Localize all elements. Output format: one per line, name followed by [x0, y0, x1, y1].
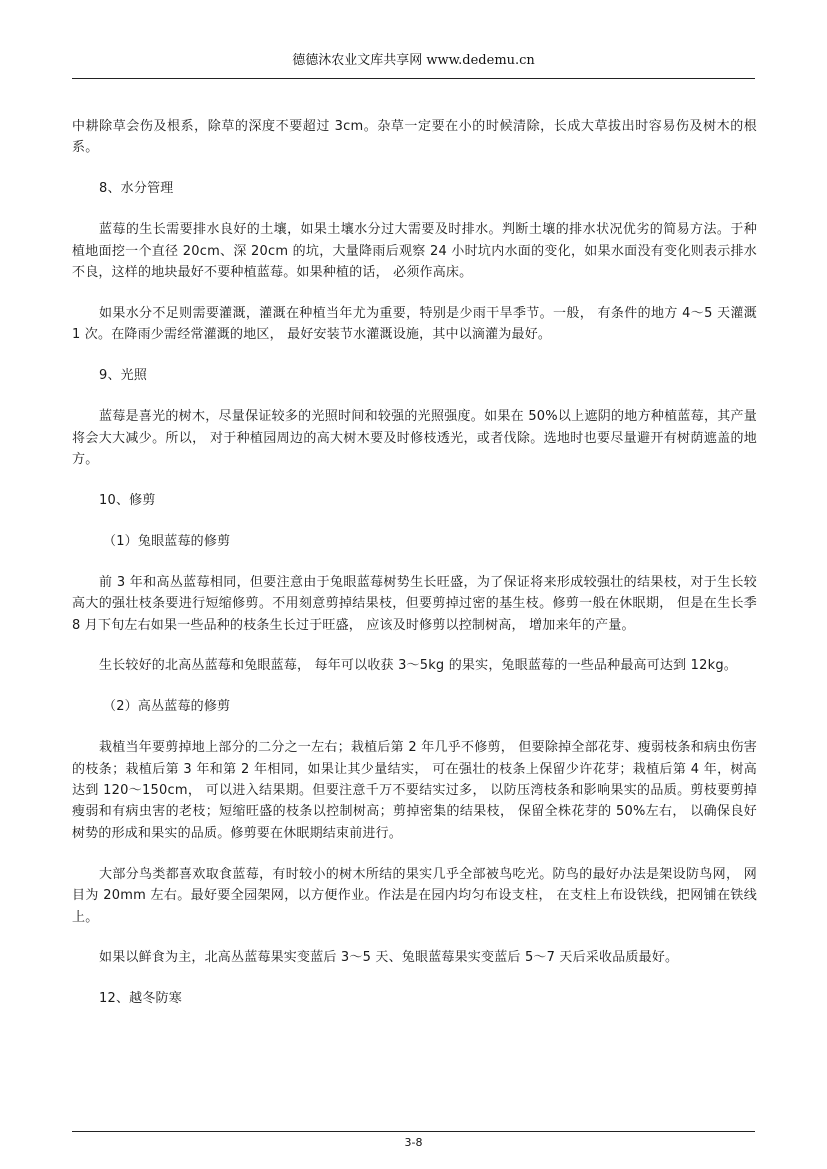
- paragraph-irrigation: 如果水分不足则需要灌溉，灌溉在种植当年尤为重要，特别是少雨干旱季节。一般， 有条件的地方 4～5 天灌溉 1 次。在降雨少需经常灌溉的地区， 最好安装节水灌溉设施，其中以滴灌为最好。: [72, 305, 757, 343]
- paragraph-yield: 生长较好的北高丛蓝莓和兔眼蓝莓， 每年可以收获 3～5kg 的果实，兔眼蓝莓的一些品种最高可达到 12kg。: [99, 658, 737, 674]
- page-number: 3-8: [404, 1136, 423, 1149]
- section-heading-winter-protection: 12、越冬防寒: [99, 991, 182, 1007]
- paragraph-harvest: 如果以鲜食为主，北高丛蓝莓果实变蓝后 3～5 天、兔眼蓝莓果实变蓝后 5～7 天后采收品质最好。: [99, 950, 679, 966]
- section-heading-pruning: 10、修剪: [99, 492, 156, 508]
- document-body: [72, 116, 757, 1029]
- section-heading-water-management: 8、水分管理: [99, 181, 174, 197]
- subheading-rabbiteye-pruning: （1）兔眼蓝莓的修剪: [103, 533, 231, 549]
- paragraph-light: 蓝莓是喜光的树木，尽量保证较多的光照时间和较强的光照强度。如果在 50%以上遮阴的地方种植蓝莓，其产量将会大大减少。所以， 对于种植园周边的高大树木要及时修枝透光，或者伐除。选地时也要尽量避开有树荫遮盖的地方。: [72, 409, 757, 467]
- paragraph-bird-protection: 大部分鸟类都喜欢取食蓝莓，有时较小的树木所结的果实几乎全部被鸟吃光。防鸟的最好办法是架设防鸟网， 网目为 20mm 左右。最好要全园架网，以方便作业。作法是在园内均匀布设支柱， 在支柱上布设铁线，把网铺在铁线上。: [72, 866, 757, 925]
- paragraph-highbush-pruning: 栽植当年要剪掉地上部分的二分之一左右；栽植后第 2 年几乎不修剪， 但要除掉全部花芽、瘦弱枝条和病虫伤害的枝条；栽植后第 3 年和第 2 年相同，如果让其少量结实， 可在强壮的枝条上保留少许花芽；栽植后第 4 年，树高达到 120～150cm， 可以进入结果期。但要注意千万不要结实过多， 以防压湾枝条和影响果实的品质。剪枝要剪掉瘦弱和有病虫害的老枝；短缩旺盛的枝条以控制树高；剪掉密集的结果枝， 保留全株花芽的 50%左右， 以确保良好树势的形成和果实的品质。修剪要在休眠期结束前进行。: [72, 740, 757, 841]
- paragraph-rabbiteye-pruning: 前 3 年和高丛蓝莓相同，但要注意由于兔眼蓝莓树势生长旺盛，为了保证将来形成较强壮的结果枝，对于生长较高大的强壮枝条要进行短缩修剪。不用刻意剪掉结果枝，但要剪掉过密的基生枝。修剪一般在休眠期， 但是在生长季 8 月下旬左右如果一些品种的枝条生长过于旺盛， 应该及时修剪以控制树高， 增加来年的产量。: [72, 574, 757, 633]
- paragraph-weeding: 中耕除草会伤及根系，除草的深度不要超过 3cm。杂草一定要在小的时候清除，长成大草拔出时容易伤及树木的根系。: [72, 119, 757, 156]
- header-rule: [72, 78, 755, 79]
- paragraph-drainage: 蓝莓的生长需要排水良好的土壤，如果土壤水分过大需要及时排水。判断土壤的排水状况优劣的简易方法。于种植地面挖一个直径 20cm、深 20cm 的坑，大量降雨后观察 24 小时坑内水面的变化，如果水面没有变化则表示排水不良，这样的地块最好不要种植蓝莓。如果种植的话， 必须作高床。: [72, 222, 757, 281]
- footer-rule: [72, 1131, 755, 1132]
- page-header: 德德沐农业文库共享网 www.dedemu.cn: [292, 53, 535, 68]
- section-heading-light: 9、光照: [99, 368, 148, 384]
- subheading-highbush-pruning: （2）高丛蓝莓的修剪: [103, 699, 231, 715]
